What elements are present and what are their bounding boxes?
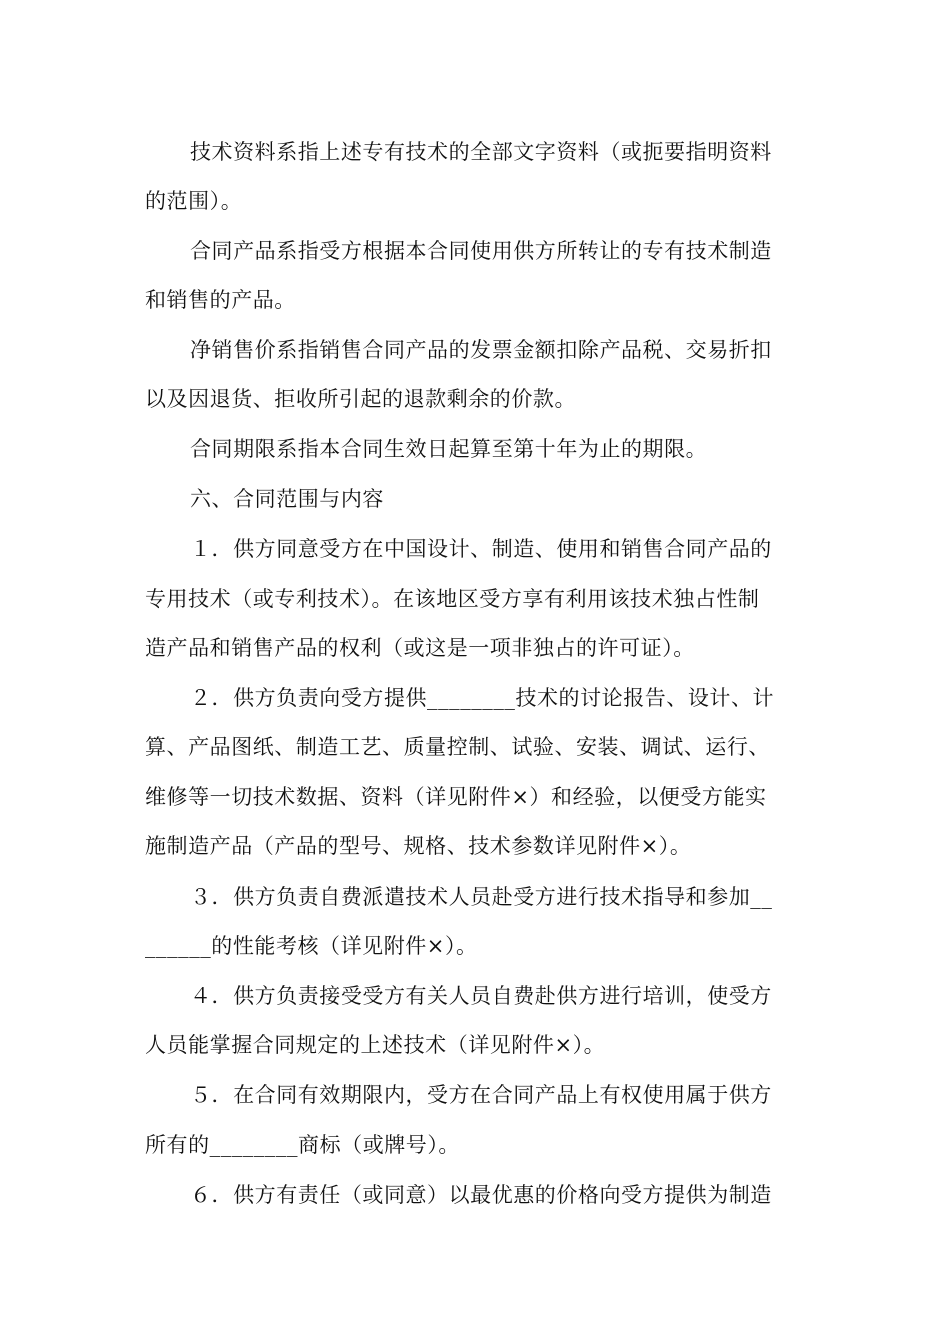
clause-line: ６．供方有责任（或同意）以最优惠的价格向受方提供为制造 xyxy=(190,1183,772,1207)
paragraph-line: 技术资料系指上述专有技术的全部文字资料（或扼要指明资料 xyxy=(190,140,772,164)
paragraph-line: 合同产品系指受方根据本合同使用供方所转让的专有技术制造 xyxy=(190,239,772,263)
clause-line: 施制造产品（产品的型号、规格、技术参数详见附件×）。 xyxy=(145,834,692,858)
paragraph-line: 和销售的产品。 xyxy=(145,288,296,312)
clause-line: 专用技术（或专利技术）。在该地区受方享有利用该技术独占性制 xyxy=(145,587,760,611)
paragraph-line: 净销售价系指销售合同产品的发票金额扣除产品税、交易折扣 xyxy=(190,338,772,362)
paragraph-line: 合同期限系指本合同生效日起算至第十年为止的期限。 xyxy=(190,437,708,461)
clause-line: 造产品和销售产品的权利（或这是一项非独占的许可证）。 xyxy=(145,636,695,660)
clause-line: 人员能掌握合同规定的上述技术（详见附件×）。 xyxy=(145,1033,606,1057)
clause-line: 算、产品图纸、制造工艺、质量控制、试验、安装、调试、运行、 xyxy=(145,735,770,759)
clause-line: 维修等一切技术数据、资料（详见附件×）和经验，以便受方能实 xyxy=(145,785,767,809)
clause-line: ２．供方负责向受方提供________技术的讨论报告、设计、计 xyxy=(190,686,775,710)
clause-line: ５．在合同有效期限内，受方在合同产品上有权使用属于供方 xyxy=(190,1083,772,1107)
paragraph-line: 的范围）。 xyxy=(145,189,243,213)
clause-line: ______的性能考核（详见附件×）。 xyxy=(145,934,478,958)
section-heading: 六、合同范围与内容 xyxy=(190,487,384,511)
clause-line: １．供方同意受方在中国设计、制造、使用和销售合同产品的 xyxy=(190,537,772,561)
paragraph-line: 以及因退货、拒收所引起的退款剩余的价款。 xyxy=(145,387,576,411)
clause-line: ３．供方负责自费派遣技术人员赴受方进行技术指导和参加__ xyxy=(190,885,773,909)
clause-line: 所有的________商标（或牌号）。 xyxy=(145,1133,460,1157)
clause-line: ４．供方负责接受受方有关人员自费赴供方进行培训，使受方 xyxy=(190,984,772,1008)
